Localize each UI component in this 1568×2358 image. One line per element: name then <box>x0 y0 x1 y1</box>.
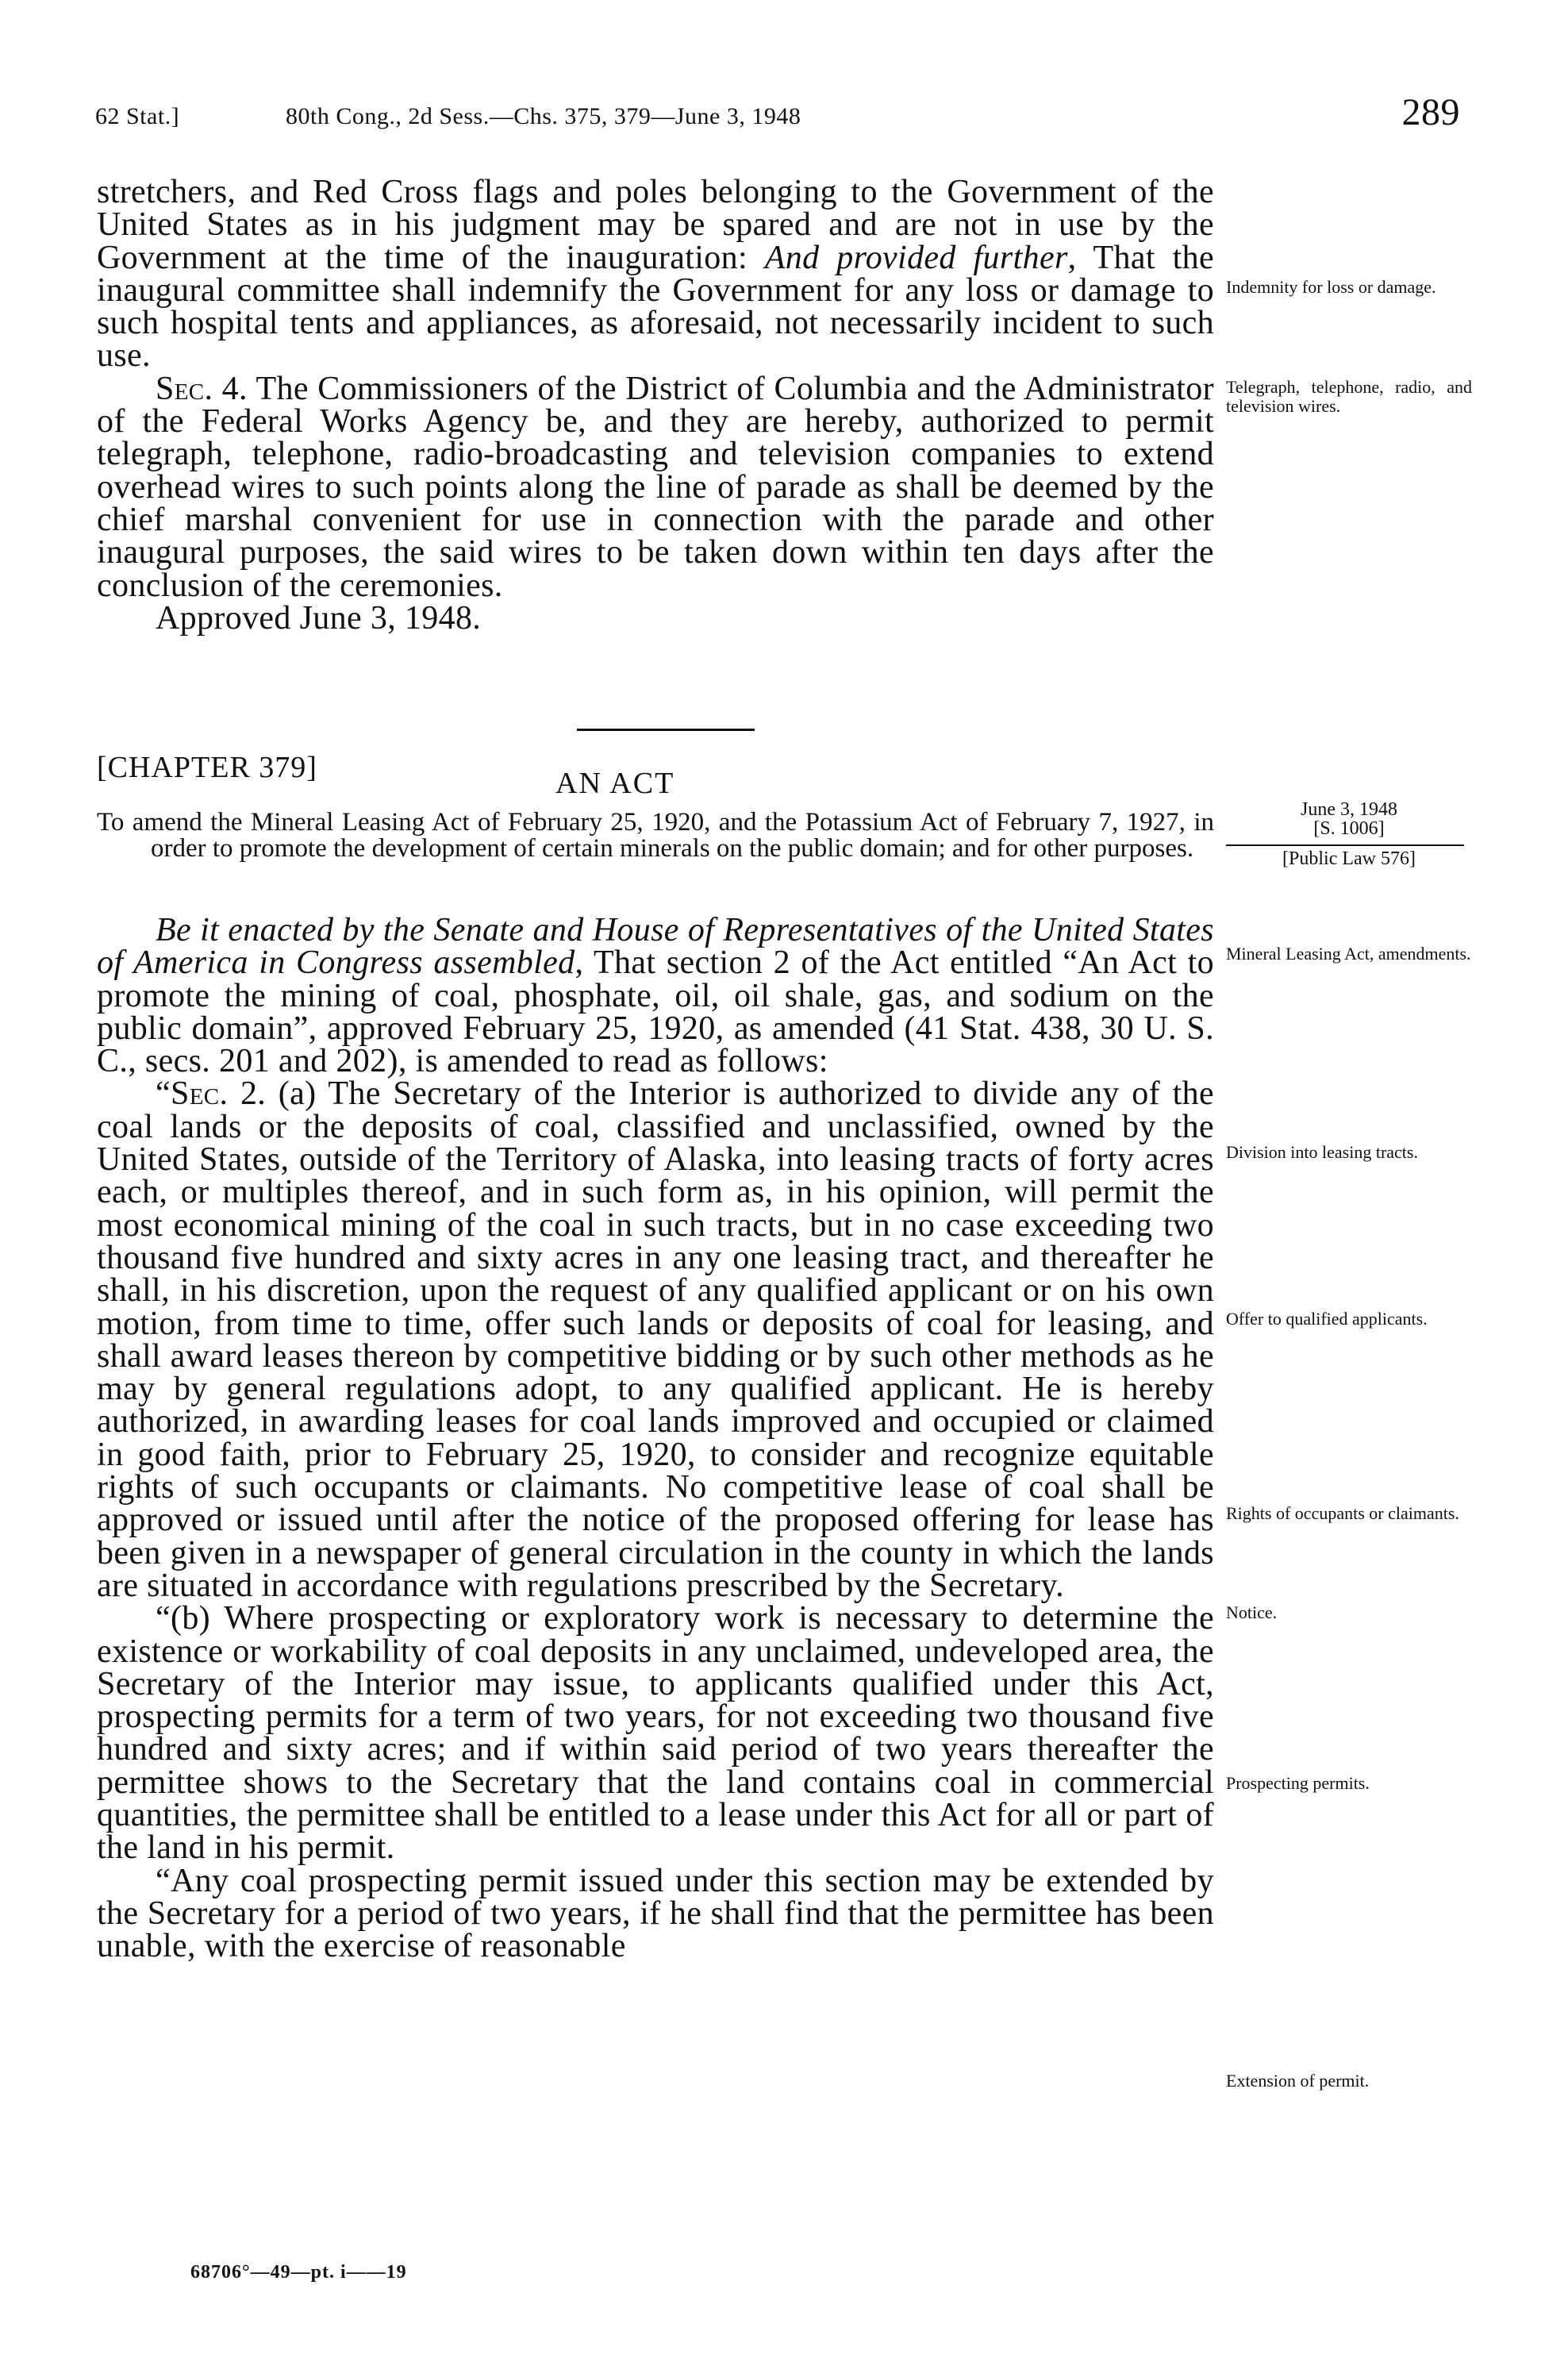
enactment-date: June 3, 1948 <box>1301 799 1397 820</box>
running-header <box>95 86 1460 133</box>
chapter-label: [CHAPTER 379] <box>97 751 317 784</box>
margin-note-mineral-leasing: Mineral Leasing Act, amendments. <box>1226 944 1471 964</box>
enacting-italic: Be it enacted by the Senate and House of Representatives of the United States of America in Congress assembled <box>97 912 1214 982</box>
senate-bill: [S. 1006] <box>1313 818 1385 839</box>
margin-note-rights: Rights of occupants or claimants. <box>1226 1503 1459 1523</box>
enacting-clause: Be it enacted by the Senate and House of Representatives of the United States of America in Congress assembled, That section 2 of the Act entitled “An Act to promote the mining of coal, phosphate, oil, oil shale, gas, and sodium on the public domain”, approved February 25, 1920, as amended (41 Stat. 438, 30 U. S. C., secs. 201 and 202), is amended to read as follows: <box>97 912 1214 1080</box>
margin-note-notice: Notice. <box>1226 1602 1278 1622</box>
margin-note-indemnity: Indemnity for loss or damage. <box>1226 277 1436 297</box>
side-ref-rule <box>1226 844 1464 846</box>
margin-note-offer: Offer to qualified applicants. <box>1226 1309 1428 1329</box>
congress-session-line: 80th Cong., 2d Sess.—Chs. 375, 379—June 3, 1948 <box>286 103 801 129</box>
section-2b-paragraph: “(b) Where prospecting or exploratory work is necessary to determine the existence or workability of coal deposits in any unclaimed, undeveloped area, the Secretary of the Interior may issue, to applicants qualified under this Act, prospecting permits for a term of two years, for not exceeding two thousand five hundred and sixty acres; and if within said period of two years thereafter the permittee shows to the Secretary that the land contains coal in commercial quantities, the permittee shall be entitled to a lease under this Act for all or part of the land in his permit. <box>97 1600 1214 1867</box>
approved-line: Approved June 3, 1948. <box>156 599 482 637</box>
act-heading: AN ACT <box>555 767 675 800</box>
section-4-paragraph: Sec. 4. The Commissioners of the District of Columbia and the Administrator of the Federal Works Agency be, and they are hereby, authorized to permit telegraph, telephone, radio-broadcasting and television companies to extend overhead wires to such points along the line of parade as shall be deemed by the chief marshal convenient for use in connection with the parade and other inaugural purposes, the said wires to be taken down within ten days after the conclusion of the ceremonies. <box>97 370 1214 604</box>
margin-note-division: Division into leasing tracts. <box>1226 1142 1418 1162</box>
margin-note-extension: Extension of permit. <box>1226 2071 1370 2091</box>
margin-note-prospecting: Prospecting permits. <box>1226 1773 1370 1793</box>
stat-reference: 62 Stat.] <box>95 103 180 129</box>
inauguration-paragraph: stretchers, and Red Cross flags and poles belonging to the Government of the United States as in his judgment may be spared and are not in use by the Government at the time of the inauguration: And provided further, That the inaugural committee shall indemnify the Government for any loss or damage to such hospital tents and appliances, as aforesaid, not necessarily incident to such use. <box>97 174 1214 375</box>
extension-paragraph: “Any coal prospecting permit issued under this section may be extended by the Secretary for a period of two years, if he shall find that the permittee has been unable, with the exercise of reasonable <box>97 1862 1214 1965</box>
print-code: 68706°—49—pt. i——19 <box>190 2262 407 2283</box>
act-title <box>97 810 1214 862</box>
proviso-italic: And provided further <box>764 239 1068 276</box>
section-divider <box>577 729 755 731</box>
margin-note-telegraph: Telegraph, telephone, radio, and television wires. <box>1226 377 1472 416</box>
public-law: [Public Law 576] <box>1282 848 1416 869</box>
chapter-379-body <box>97 914 1214 1964</box>
section-4-label: Sec. 4. <box>156 370 248 407</box>
section-2a-paragraph: “Sec. 2. (a) The Secretary of the Interior is authorized to divide any of the coal lands or the deposits of coal, classified and unclassified, owned by the United States, outside of the Territory of Alaska, into leasing tracts of forty acres each, or multiples thereof, and in such form as, in his opinion, will permit the most economical mining of the coal in such tracts, but in no case exceeding two thousand five hundred and sixty acres in any one leasing tract, and thereafter he shall, in his discretion, upon the request of any qualified applicant or on his own motion, from time to time, offer such lands or deposits of coal for leasing, and shall award leases thereon by competitive bidding or by such other methods as he may by general regulations adopt, to any qualified applicant. He is hereby authorized, in awarding leases for coal lands improved and occupied or claimed in good faith, prior to February 25, 1920, to consider and recognize equitable rights of such occupants or claimants. No competitive lease of coal shall be approved or issued until after the notice of the proposed offering for lease has been given in a newspaper of general circulation in the county in which the lands are situated in accordance with regulations prescribed by the Secretary. <box>97 1075 1214 1604</box>
chapter-375-continuation <box>97 176 1214 635</box>
section-2-label: “Sec. 2. <box>156 1075 267 1113</box>
act-title-text: To amend the Mineral Leasing Act of February 25, 1920, and the Potassium Act of February 7, 1927, in order to promote the development of certain minerals on the public domain; and for other purposes. <box>97 808 1214 863</box>
page-number: 289 <box>1401 91 1460 133</box>
